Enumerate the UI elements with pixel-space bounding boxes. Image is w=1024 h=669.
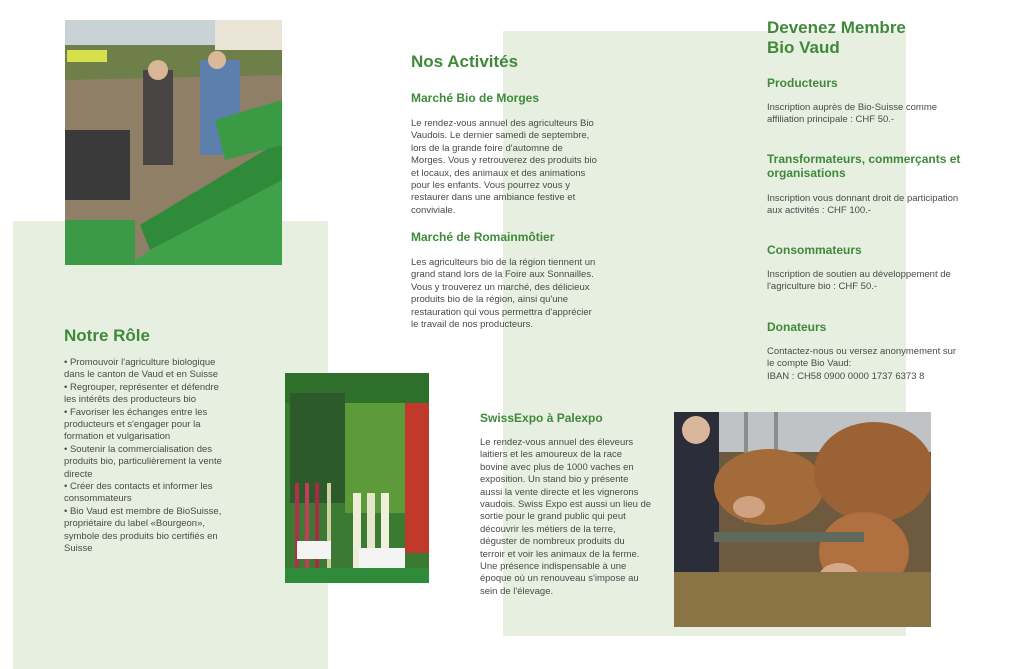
morges-text: Le rendez-vous annuel des agriculteurs Bio Vaudois. Le dernier samedi de septembre, lors de la grande foire d'automne de Morges. Vous y retrouverez des produits bio et locaux, des animaux et des animations pour les enfants. Vous pourrez vous y restaurer dans une ambiance festive et conviviale. [411,118,597,216]
producteurs-text: Inscription auprès de Bio-Suisse comme affiliation principale : CHF 50.- [767,102,938,126]
membership-title-line1: Devenez Membre [767,18,906,37]
swissexpo-text: Le rendez-vous annuel des éleveurs laitiers et les amoureux de la race bovine avec plus de 1000 vaches en exposition. Un stand bio y présente aussi la vente directe et les vignerons vaudois. Swiss Expo est aussi un lieu de sortie pour le grand public qui peut découvrir les métiers de la terre, déguster de nombreux produits du terroir et voir les animaux de la ferme. Une présence indispensable à une époque où un renouveau s'impose au sein de l'élevage. [480,437,652,597]
romainmotier-title: Marché de Romainmôtier [411,230,555,244]
cows-photo [674,412,931,627]
donateurs-text: Contactez-nous ou versez anonymement sur le compte Bio Vaud: [767,346,957,370]
role-item: • Regrouper, représenter et défendre les intérêts des producteurs bio [64,382,232,407]
transformateurs-text: Inscription vous donnant droit de participation aux activités : CHF 100.- [767,193,959,217]
role-item: • Promouvoir l'agriculture biologique dans le canton de Vaud et en Suisse [64,357,232,382]
role-item: • Favoriser les échanges entre les producteurs et s'engager pour la formation et vulgarisation [64,407,232,444]
activities-title: Nos Activités [411,52,519,71]
role-item: • Soutenir la commercialisation des produits bio, particulièrement la vente directe [64,444,232,481]
consommateurs-text: Inscription de soutien au développement de l'agriculture bio : CHF 50.- [767,269,951,293]
role-item: • Créer des contacts et informer les consommateurs [64,481,232,506]
role-title: Notre Rôle [64,326,150,345]
vegetables-photo [285,373,429,583]
membership-title [767,18,1007,58]
consommateurs-title: Consommateurs [767,243,862,257]
transformateurs-title: Transformateurs, commerçants et organisations [767,152,961,180]
producteurs-title: Producteurs [767,76,838,90]
swissexpo-title: SwissExpo à Palexpo [480,411,603,425]
market-photo [65,20,282,265]
membership-title-line2: Bio Vaud [767,38,840,57]
role-list [64,357,232,556]
role-item: • Bio Vaud est membre de BioSuisse, propriétaire du label «Bourgeon», symbole des produits bio certifiés en Suisse [64,506,232,556]
morges-title: Marché Bio de Morges [411,91,540,105]
romainmotier-text: Les agriculteurs bio de la région tiennent un grand stand lors de la Foire aux Sonnailles. Vous y trouverez un marché, des délicieux produits bio de la région, ainsi qu'une restauration qui vous permettra d'apprécier le travail de nos producteurs. [411,257,596,331]
donateurs-title: Donateurs [767,320,827,334]
donateurs-iban: IBAN : CH58 0900 0000 1737 6373 8 [767,371,925,382]
